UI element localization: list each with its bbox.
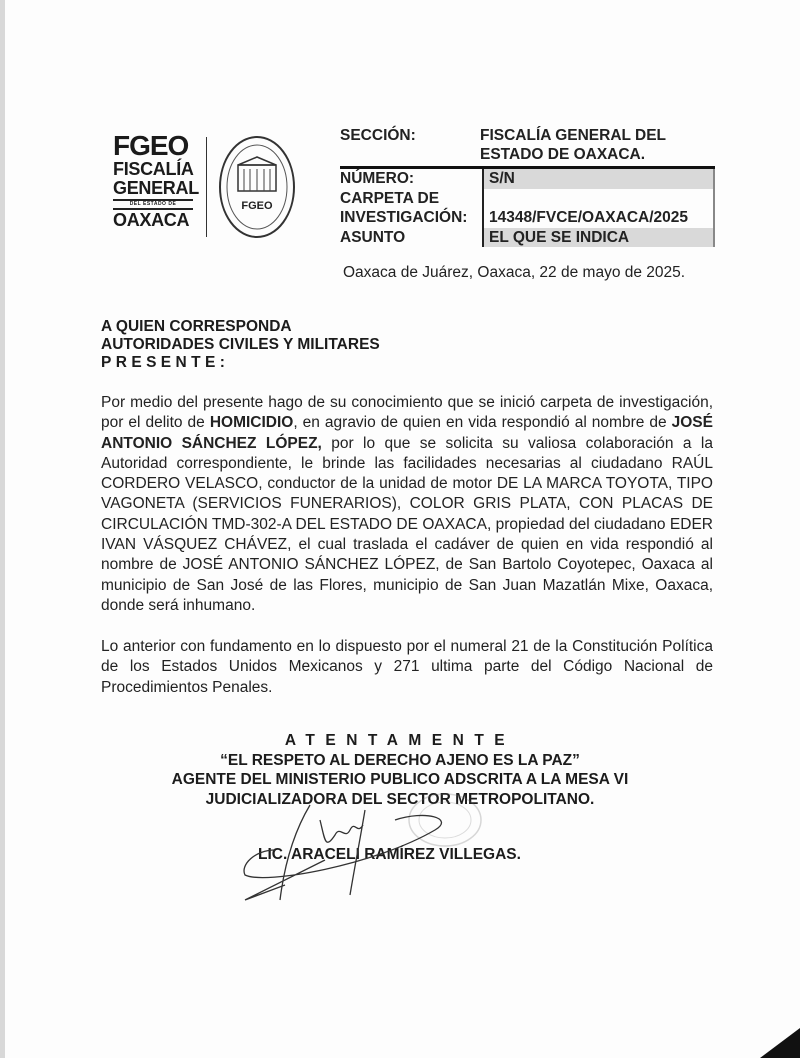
p1-text-c: por lo que se solicita su valiosa colaboración a la Autoridad correspondiente, le brinde las facilidades necesarias al ciudadano RAÚL CORDERO VELASCO, conductor de la unidad de motor DE LA MARCA TOYOTA, TIPO VAGONETA (SERVICIOS FUNERARIOS), COLOR GRIS PLATA, CON PLACAS DE CIRCULACIÓN TMD-302-A DEL ESTADO DE OAXACA, propiedad del ciudadano EDER IVAN VÁSQUEZ CHÁVEZ, el cual traslada el cadáver de quien en vida respondió al nombre de JOSÉ ANTONIO SÁNCHEZ LÓPEZ, de San Bartolo Coyotepec, Oaxaca al municipio de San José de las Flores, municipio de San Juan Mazatlán Mixe, Oaxaca, donde será inhumano.	[101, 434, 713, 614]
closing-role-1: AGENTE DEL MINISTERIO PUBLICO ADSCRITA A LA MESA VI	[171, 771, 629, 788]
seal-text: FGEO	[241, 200, 273, 212]
logo-line-2: GENERAL	[113, 178, 199, 198]
document-date: Oaxaca de Juárez, Oaxaca, 22 de mayo de 2025.	[343, 264, 686, 281]
numero-label: NÚMERO:	[340, 170, 415, 187]
p1-text-b: , en agravio de quien en vida respondió al nombre de	[293, 414, 672, 432]
carpeta-label-2: INVESTIGACIÓN:	[340, 209, 468, 226]
logo-line-1: FISCALÍA	[113, 159, 194, 179]
p1-text-a: Por medio del presente hago de su conocimiento que se inició carpeta de investigación, por el delito de	[101, 394, 713, 432]
fgeo-logo	[113, 132, 199, 230]
section-value-1: FISCALÍA GENERAL DEL	[480, 127, 667, 144]
closing-role-2: JUDICIALIZADORA DEL SECTOR METROPOLITANO.	[205, 790, 595, 808]
signer-name: LIC. ARACELI RAMÍREZ VILLEGAS.	[258, 846, 521, 863]
document-header	[340, 126, 715, 247]
logo-line-3: OAXACA	[113, 210, 190, 230]
carpeta-spacer	[482, 189, 715, 209]
addressee-line-2: AUTORIDADES CIVILES Y MILITARES	[101, 336, 380, 353]
logo-small-text: DEL ESTADO DE	[113, 199, 193, 210]
addressee-line-1: A QUIEN CORRESPONDA	[101, 318, 292, 335]
logo-divider	[206, 137, 207, 237]
body-paragraph-1	[101, 393, 713, 616]
addressee-line-3: PRESENTE:	[101, 354, 230, 371]
addressee-block	[101, 318, 380, 372]
carpeta-value: 14348/FVCE/OAXACA/2025	[482, 208, 715, 228]
body-paragraph-2: Lo anterior con fundamento en lo dispuesto por el numeral 21 de la Constitución Política de los Estados Unidos Mexicanos y 271 ultima parte del Código Nacional de Procedimientos Penales.	[101, 638, 713, 696]
logo-acronym: FGEO	[113, 130, 189, 161]
photo-corner	[760, 1028, 800, 1058]
victim-name: JOSÉ ANTONIO SÁNCHEZ LÓPEZ,	[101, 414, 713, 452]
numero-value: S/N	[482, 169, 715, 189]
crime-name: HOMICIDIO	[209, 414, 294, 432]
seal-icon	[218, 135, 296, 239]
section-label: SECCIÓN:	[340, 127, 416, 144]
signature-icon	[225, 790, 485, 910]
closing-motto: “EL RESPETO AL DERECHO AJENO ES LA PAZ”	[220, 751, 580, 769]
closing-atentamente: ATENTAMENTE	[284, 732, 516, 749]
carpeta-label-1: CARPETA DE	[340, 189, 440, 207]
page-edge	[0, 0, 5, 1058]
asunto-value: EL QUE SE INDICA	[482, 228, 715, 248]
section-value-2: ESTADO DE OAXACA.	[480, 146, 646, 163]
asunto-label: ASUNTO	[340, 228, 406, 246]
